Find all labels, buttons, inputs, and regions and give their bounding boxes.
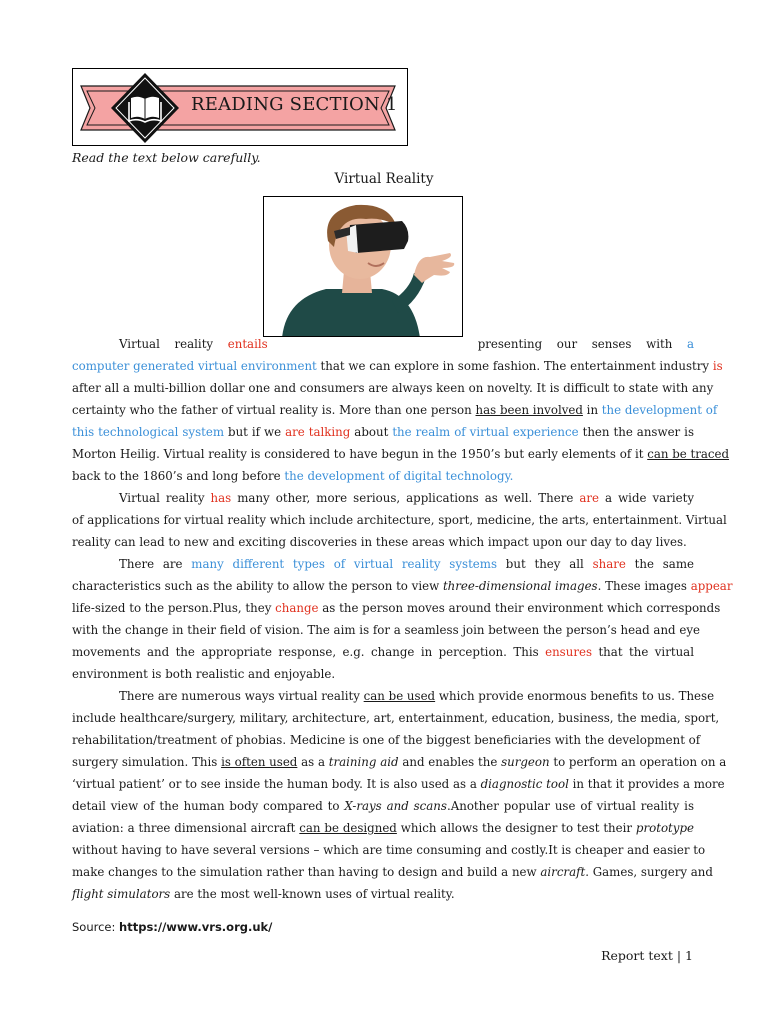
text-run: many other, more serious, applications as well. There (231, 491, 580, 505)
italic-phrase: surgeon (501, 755, 550, 769)
paragraph-4-line-6 (72, 795, 694, 817)
text-run: .Another popular use of virtual reality is (446, 799, 694, 813)
italic-phrase: X-rays and scans (344, 799, 447, 813)
keyword: are (579, 491, 599, 505)
text-run: that the virtual (592, 645, 694, 659)
vr-headset-photo (263, 196, 463, 337)
text-run: There are (119, 557, 192, 571)
paragraph-1-line-4 (72, 399, 718, 421)
italic-phrase: flight simulators (72, 887, 171, 901)
underlined-phrase: is often used (221, 755, 298, 769)
text-run: rehabilitation/treatment of phobias. Medicine is one of the biggest beneficiaries with the development of (72, 733, 701, 747)
document-title: Virtual Reality (334, 171, 434, 187)
keyword: a (686, 337, 694, 351)
text-run: that we can explore in some fashion. The entertainment industry (316, 359, 713, 373)
paragraph-2-line-2 (72, 509, 727, 531)
text-run: . These images (597, 579, 691, 593)
text-run: in (582, 403, 602, 417)
text-run: Virtual reality (119, 337, 228, 351)
keyword: ensures (545, 645, 592, 659)
text-run: Virtual reality (119, 491, 211, 505)
text-run: which provide enormous benefits to us. These (435, 689, 715, 703)
text-run: surgery simulation. This (72, 755, 222, 769)
text-run: . Games, surgery and (585, 865, 713, 879)
paragraph-3-line-4 (72, 619, 700, 641)
underlined-phrase: can be traced (647, 447, 730, 461)
paragraph-4-line-7 (72, 817, 694, 839)
paragraph-2-line-3 (72, 531, 694, 553)
keyword: is (712, 359, 723, 373)
text-run: Morton Heilig. Virtual reality is considered to have begun in the 1950’s but early elements of it (72, 447, 648, 461)
paragraph-4-line-2 (72, 707, 720, 729)
text-run: detail view of the human body compared to (72, 799, 345, 813)
paragraph-4-line-10 (72, 883, 694, 905)
text-run: then the answer is (578, 425, 694, 439)
keyword: share (592, 557, 626, 571)
text-run: as the person moves around their environment which corresponds (318, 601, 721, 615)
keyword: the development of digital technology. (284, 469, 514, 483)
text-run: ‘virtual patient’ or to see inside the human body. It is also used as a (72, 777, 481, 791)
text-run: after all a multi-billion dollar one and consumers are always keen on novelty. It is difficult to state with any (72, 381, 714, 395)
text-run: the same (625, 557, 694, 571)
text-run: a wide variety (599, 491, 694, 505)
paragraph-4-line-4 (72, 751, 727, 773)
underlined-phrase: can be used (363, 689, 436, 703)
italic-phrase: training aid (328, 755, 399, 769)
text-run: back to the 1860’s and long before (72, 469, 285, 483)
paragraph-4-line-8 (72, 839, 706, 861)
paragraph-4-line-9 (72, 861, 713, 883)
paragraph-4-line-3 (72, 729, 701, 751)
italic-phrase: aircraft (540, 865, 586, 879)
paragraph-2-line-1 (119, 487, 694, 509)
text-run: without having to have several versions – which are time consuming and costly.It is cheaper and easier to (72, 843, 706, 857)
text-run: presenting our senses with (477, 337, 687, 351)
paragraph-3-line-2 (72, 575, 733, 597)
text-run: environment is both realistic and enjoyable. (72, 667, 336, 681)
text-run: aviation: a three dimensional aircraft (72, 821, 300, 835)
text-run: movements and the appropriate response, e.g. change in perception. This (72, 645, 546, 659)
keyword: computer generated virtual environment (72, 359, 317, 373)
italic-phrase: diagnostic tool (480, 777, 569, 791)
keyword: this technological system (72, 425, 225, 439)
source-line (72, 920, 272, 934)
text-run: are the most well-known uses of virtual reality. (170, 887, 455, 901)
underlined-phrase: can be designed (299, 821, 397, 835)
text-run: reality can lead to new and exciting discoveries in these areas which impact upon our day to day lives. (72, 535, 687, 549)
reading-section-banner (72, 68, 408, 146)
paragraph-3-line-5 (72, 641, 694, 663)
paragraph-1-line-2 (72, 355, 723, 377)
text-run: life-sized to the person.Plus, they (72, 601, 276, 615)
text-run: include healthcare/surgery, military, architecture, art, entertainment, education, business, the media, sport, (72, 711, 720, 725)
underlined-phrase: has been involved (475, 403, 583, 417)
text-run: with the change in their field of vision. The aim is for a seamless join between the person’s head and eye (72, 623, 700, 637)
keyword: are talking (285, 425, 351, 439)
text-run: as a (297, 755, 329, 769)
paragraph-4-line-5 (72, 773, 725, 795)
keyword: the realm of virtual experience (392, 425, 579, 439)
page-footer: Report text | 1 (601, 948, 693, 963)
paragraph-4-line-1 (119, 685, 715, 707)
paragraph-1-line-3 (72, 377, 714, 399)
source-link[interactable]: https://www.vrs.org.uk/ (119, 920, 273, 934)
keyword: change (275, 601, 319, 615)
intro-instruction: Read the text below carefully. (72, 150, 261, 165)
paragraph-3-line-1 (119, 553, 694, 575)
text-run: and enables the (398, 755, 502, 769)
keyword: the development of (601, 403, 718, 417)
text-run: make changes to the simulation rather than having to design and build a new (72, 865, 541, 879)
person-wearing-vr-headset-photo (264, 197, 463, 337)
paragraph-1-line-1 (119, 333, 694, 355)
text-run: characteristics such as the ability to allow the person to view (72, 579, 443, 593)
text-run: of applications for virtual reality which include architecture, sport, medicine, the arts, entertainment. Virtual (72, 513, 727, 527)
text-run: There are numerous ways virtual reality (119, 689, 364, 703)
source-label: Source: (72, 920, 120, 934)
text-run: in that it provides a more (568, 777, 725, 791)
paragraph-1-line-6 (72, 443, 730, 465)
text-run: but they all (497, 557, 593, 571)
paragraph-1-line-7 (72, 465, 694, 487)
keyword: entails (227, 337, 268, 351)
paragraph-1-line-5 (72, 421, 694, 443)
paragraph-3-line-3 (72, 597, 721, 619)
keyword: has (210, 491, 232, 505)
text-run: which allows the designer to test their (396, 821, 636, 835)
text-run: certainty who the father of virtual reality is. More than one person (72, 403, 476, 417)
paragraph-3-line-6 (72, 663, 694, 685)
keyword: appear (690, 579, 733, 593)
italic-phrase: prototype (635, 821, 694, 835)
italic-phrase: three-dimensional images (442, 579, 598, 593)
keyword: many different types of virtual reality systems (191, 557, 498, 571)
text-run: but if we (224, 425, 286, 439)
banner-title: READING SECTION 1 (191, 94, 398, 115)
text-run: about (350, 425, 393, 439)
text-run: to perform an operation on a (549, 755, 727, 769)
